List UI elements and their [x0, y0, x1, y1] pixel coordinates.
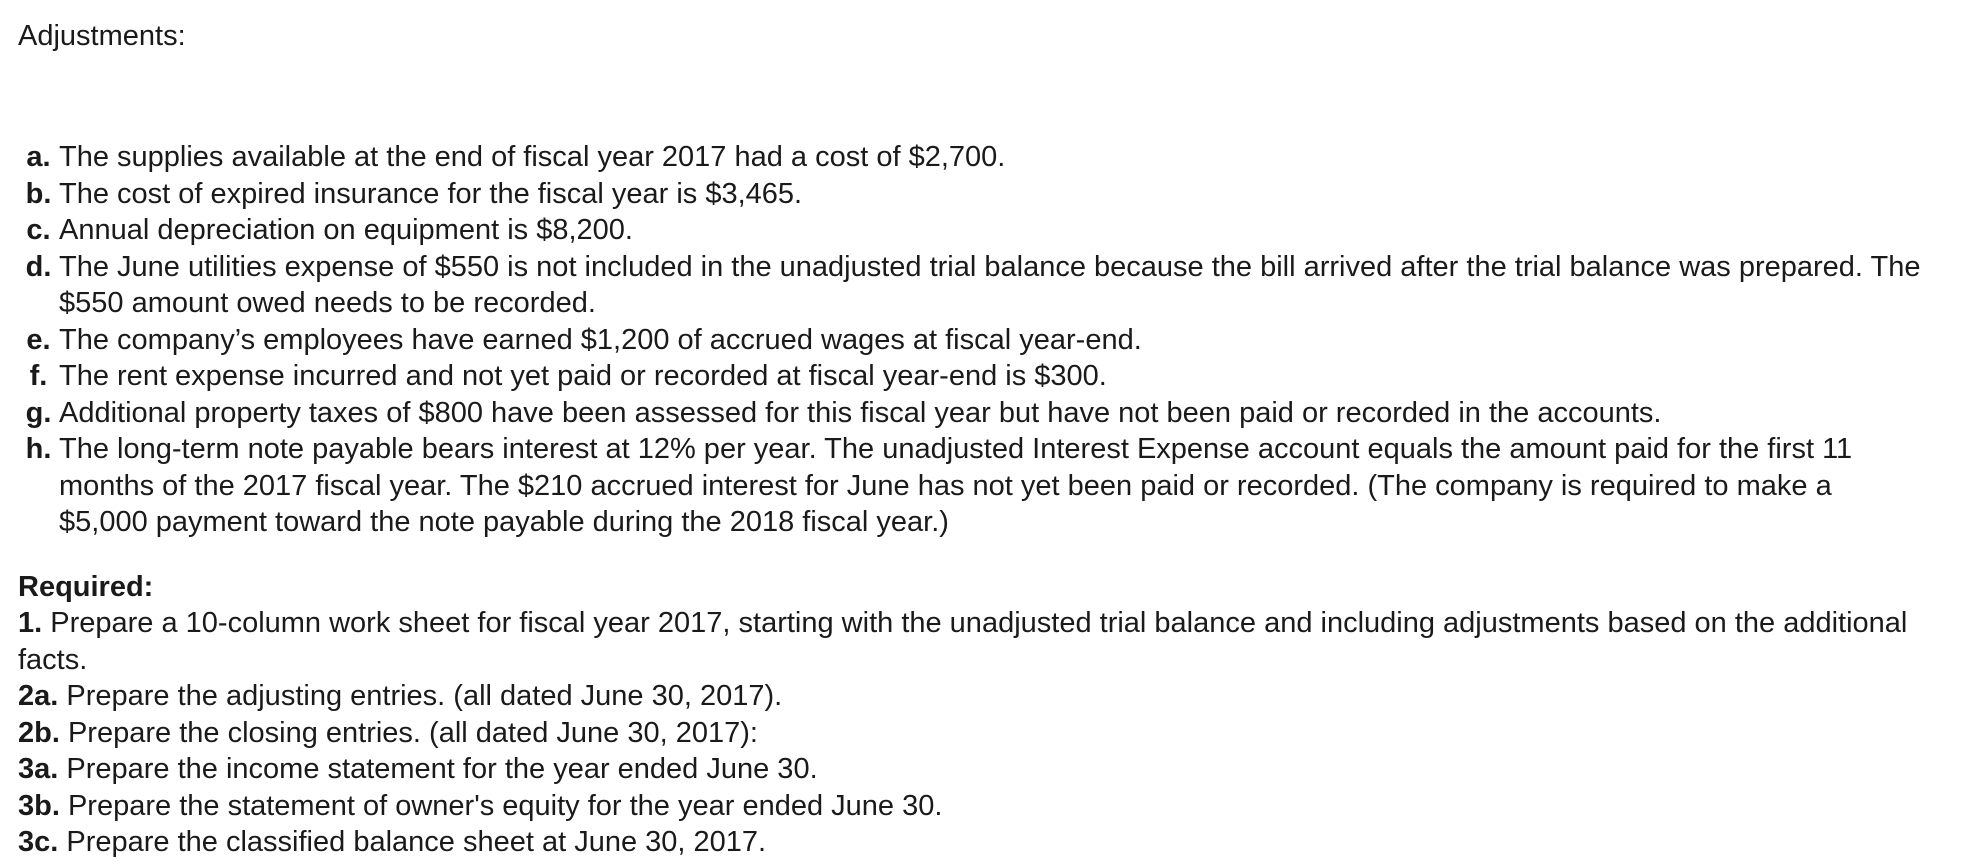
adjustment-item-c — [18, 212, 1938, 249]
required-text: Prepare a 10-column work sheet for fiscal year 2017, starting with the unadjusted trial balance and including adjustments based on the additional facts. — [18, 607, 1908, 676]
adjustment-item-a — [18, 139, 1938, 176]
adjustment-text: The rent expense incurred and not yet paid or recorded at fiscal year-end is $300. — [59, 360, 1107, 392]
required-number: 3a. — [18, 753, 59, 785]
adjustment-letter: d. — [25, 250, 52, 283]
adjustment-item-h — [18, 431, 1938, 541]
adjustment-letter: h. — [25, 433, 52, 465]
required-heading: Required: — [18, 570, 154, 603]
adjustment-letter: g. — [25, 396, 52, 429]
adjustment-item-d — [18, 249, 1938, 322]
adjustment-item-b — [18, 176, 1938, 213]
adjustment-text: The long-term note payable bears interest at 12% per year. The unadjusted Interest Expense account equals the amount paid for the first 11 months of the 2017 fiscal year. The $210 accrued interest for June has not yet been paid or recorded. (The company is required to make a $5,000 payment toward the note payable during the 2018 fiscal year.) — [59, 433, 1853, 538]
adjustment-letter: b. — [25, 177, 52, 210]
adjustment-text: Annual depreciation on equipment is $8,200. — [59, 214, 633, 246]
adjustment-text: The company’s employees have earned $1,200 of accrued wages at fiscal year-end. — [59, 323, 1142, 356]
adjustment-text: Additional property taxes of $800 have been assessed for this fiscal year but have not been paid or recorded in the accounts. — [59, 396, 1662, 429]
required-number: 3b. — [18, 789, 60, 822]
required-number: 3c. — [18, 826, 59, 858]
required-text: Prepare the income statement for the year ended June 30. — [58, 753, 818, 785]
required-item-1 — [18, 605, 1918, 678]
adjustment-letter: f. — [29, 360, 48, 392]
required-item-3b — [18, 788, 1918, 825]
adjustment-item-f — [18, 358, 1938, 395]
required-number: 2b. — [18, 716, 60, 749]
required-text: Prepare the classified balance sheet at June 30, 2017. — [58, 826, 767, 858]
adjustment-letter: c. — [26, 214, 51, 246]
adjustment-letter: e. — [26, 323, 51, 356]
adjustment-item-g — [18, 395, 1938, 432]
adjustment-item-e — [18, 322, 1938, 359]
required-number: 2a. — [18, 680, 59, 712]
required-text: Prepare the adjusting entries. (all dated June 30, 2017). — [58, 680, 783, 712]
required-item-3a — [18, 751, 1918, 788]
required-item-3c — [18, 824, 1918, 861]
required-text: Prepare the closing entries. (all dated June 30, 2017): — [59, 716, 758, 749]
required-item-2b — [18, 715, 1918, 752]
adjustment-letter: a. — [26, 141, 51, 173]
adjustments-heading: Adjustments: — [18, 20, 186, 52]
required-section — [18, 569, 1918, 861]
required-item-2a — [18, 678, 1918, 715]
required-text: Prepare the statement of owner's equity for the year ended June 30. — [59, 789, 943, 822]
adjustments-list — [18, 139, 1938, 541]
required-number: 1. — [18, 607, 43, 639]
adjustment-text: The June utilities expense of $550 is not included in the unadjusted trial balance because the bill arrived after the trial balance was prepared. The $550 amount owed needs to be recorded. — [59, 250, 1921, 319]
adjustment-text: The supplies available at the end of fiscal year 2017 had a cost of $2,700. — [59, 141, 1006, 173]
adjustment-text: The cost of expired insurance for the fiscal year is $3,465. — [59, 177, 803, 210]
